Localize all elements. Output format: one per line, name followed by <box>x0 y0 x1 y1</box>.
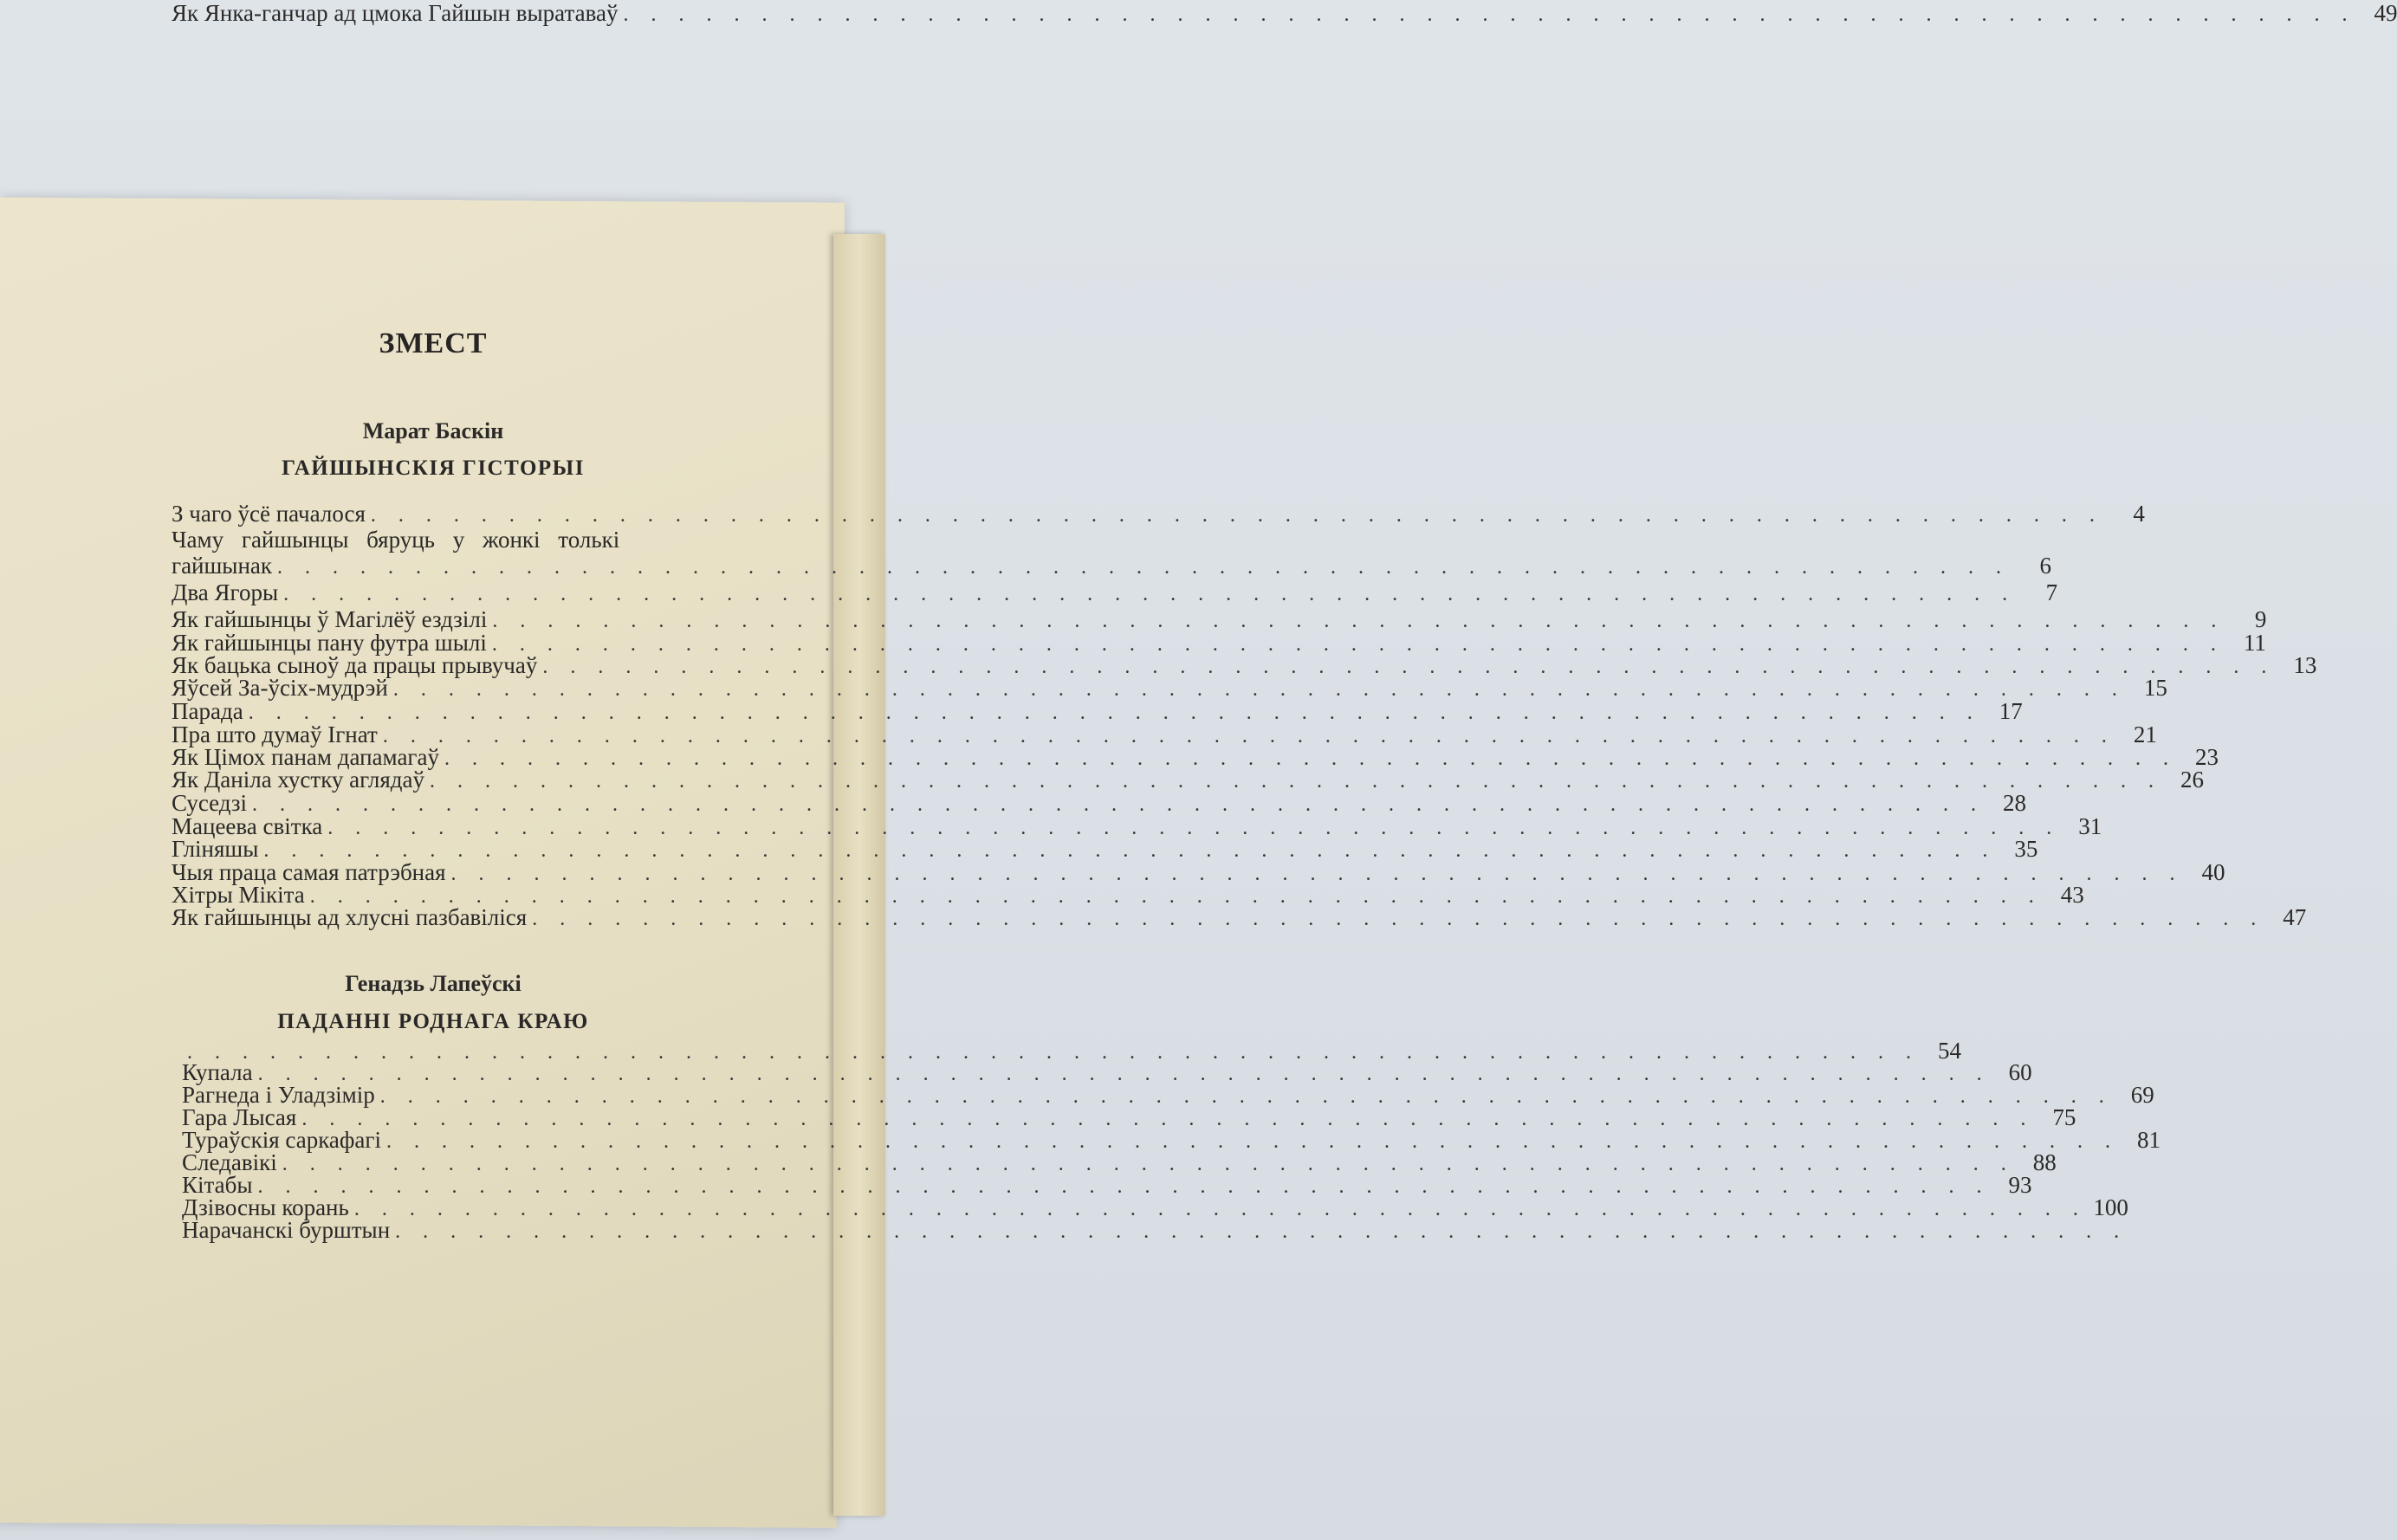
toc-page-number: 75 <box>2052 1104 2076 1130</box>
toc-page-number: 100 <box>2093 1194 2128 1220</box>
toc-page-number: 88 <box>2032 1149 2057 1175</box>
toc-page-number: 43 <box>2060 882 2084 908</box>
toc-leader-dots: . . . . . . . . . . . . . . . . . . . . . . . . . . . . . . . . . . . . . . . . . . . . . . . . . . . . . . . . . . . . . . . <box>283 583 2017 605</box>
toc-entry-title: Рагнеда і Уладзімір <box>182 1082 375 1108</box>
toc-page-number: 49 <box>2374 0 2397 26</box>
toc-entry-title: Як Даніла хустку аглядаў <box>172 767 424 793</box>
toc-page-number: 23 <box>2194 744 2219 770</box>
toc-entry-title: Гліняшы <box>172 836 259 862</box>
toc-entry-title: Як гайшынцы ад хлусні пазбавіліся <box>172 904 528 930</box>
toc-leader-dots: . . . . . . . . . . . . . . . . . . . . . . . . . . . . . . . . . . . . . . . . . . . . . . . . . . . . . . . . . . . . . . . <box>450 863 2184 885</box>
toc-leader-dots: . . . . . . . . . . . . . . . . . . . . . . . . . . . . . . . . . . . . . . . . . . . . . . . . . . . . . . . . . . . . . . . <box>532 908 2265 930</box>
toc-leader-dots: . . . . . . . . . . . . . . . . . . . . . . . . . . . . . . . . . . . . . . . . . . . . . . . . . . . . . . . . . . . . . . . <box>395 1220 2128 1243</box>
toc-page-number: 7 <box>2045 579 2058 605</box>
toc-leader-dots: . . . . . . . . . . . . . . . . . . . . . . . . . . . . . . . . . . . . . . . . . . . . . . . . . . . . . . . . . . . . . . . <box>542 656 2276 678</box>
toc-page-number: 81 <box>2136 1127 2161 1153</box>
toc-leader-dots: . . . . . . . . . . . . . . . . . . . . . . . . . . . . . . . . . . . . . . . . . . . . . . . . . . . . . . . . . . . . . . . <box>353 1198 2087 1220</box>
toc-leader-dots: . . . . . . . . . . . . . . . . . . . . . . . . . . . . . . . . . . . . . . . . . . . . . . . . . . . . . . . . . . . . . . . <box>309 885 2043 908</box>
toc-leader-dots: . . . . . . . . . . . . . . . . . . . . . . . . . . . . . . . . . . . . . . . . . . . . . . . . . . . . . . . . . . . . . . . <box>623 3 2356 26</box>
toc-leader-dots: . . . . . . . . . . . . . . . . . . . . . . . . . . . . . . . . . . . . . . . . . . . . . . . . . . . . . . . . . . . . . . . <box>382 725 2115 747</box>
toc-entry-title: Яўсей За-ўсіх-мудрэй <box>172 675 388 701</box>
toc-page-number: 17 <box>1999 698 2023 724</box>
toc-leader-dots: . . . . . . . . . . . . . . . . . . . . . . . . . . . . . . . . . . . . . . . . . . . . . . . . . . . . . . . . . . . . . . . <box>444 747 2177 770</box>
toc-entry[interactable] <box>172 553 2051 580</box>
toc-entry-title: Дзівосны корань <box>182 1194 349 1220</box>
toc-page-number: 28 <box>2003 790 2027 816</box>
toc-leader-dots: . . . . . . . . . . . . . . . . . . . . . . . . . . . . . . . . . . . . . . . . . . . . . . . . . . . . . . . . . . . . . . . <box>252 793 1986 816</box>
toc-entry-title: Нарачанскі бурштын <box>182 1217 391 1243</box>
toc-entry-title: Следавікі <box>182 1149 277 1175</box>
toc-leader-dots: . . . . . . . . . . . . . . . . . . . . . . . . . . . . . . . . . . . . . . . . . . . . . . . . . . . . . . . . . . . . . . . <box>491 633 2225 656</box>
toc-leader-dots: . . . . . . . . . . . . . . . . . . . . . . . . . . . . . . . . . . . . . . . . . . . . . . . . . . . . . . . . . . . . . . . <box>492 610 2225 632</box>
toc-entry-title: Тураўскія саркафагі <box>182 1127 381 1153</box>
toc-page-number: 11 <box>2243 630 2266 656</box>
toc-entry[interactable] <box>172 501 2145 528</box>
toc-entry[interactable] <box>172 579 2058 607</box>
toc-leader-dots: . . . . . . . . . . . . . . . . . . . . . . . . . . . . . . . . . . . . . . . . . . . . . . . . . . . . . . . . . . . . . . . <box>327 817 2061 839</box>
toc-leader-dots: . . . . . . . . . . . . . . . . . . . . . . . . . . . . . . . . . . . . . . . . . . . . . . . . . . . . . . . . . . . . . . . <box>370 504 2103 527</box>
toc-entry-title: Як гайшынцы пану футра шылі <box>172 630 487 656</box>
toc-page-number: 13 <box>2293 652 2317 678</box>
toc-entry-title-line <box>172 527 672 553</box>
toc-page-number: 40 <box>2201 859 2225 885</box>
toc-entry-title: гайшынак <box>172 553 272 579</box>
toc-entry-title: Хітры Мікіта <box>172 882 305 908</box>
toc-leader-dots: . . . . . . . . . . . . . . . . . . . . . . . . . . . . . . . . . . . . . . . . . . . . . . . . . . . . . . . . . . . . . . . <box>385 1130 2119 1153</box>
section-author: Марат Баскін <box>362 418 504 443</box>
toc-page-number: 54 <box>1938 1038 1961 1064</box>
toc-leader-dots: . . . . . . . . . . . . . . . . . . . . . . . . . . . . . . . . . . . . . . . . . . . . . . . . . . . . . . . . . . . . . . . <box>257 1063 1991 1085</box>
toc-entry-title: Як Янка-ганчар ад цмока Гайшын выратаваў <box>172 0 619 26</box>
toc-entry-title: Два Ягоры <box>172 579 279 605</box>
toc-entry-title-part: Чаму гайшынцы бяруць у жонкі толькі <box>172 527 620 553</box>
toc-entry-title: Суседзі <box>172 790 248 816</box>
toc-entry-title: Чыя праца самая патрэбная <box>172 859 446 885</box>
toc-entry-title: Як Цімох панам дапамагаў <box>172 744 439 770</box>
toc-entry-title: Гара Лысая <box>182 1104 297 1130</box>
toc-page-number: 31 <box>2078 813 2102 839</box>
toc-leader-dots: . . . . . . . . . . . . . . . . . . . . . . . . . . . . . . . . . . . . . . . . . . . . . . . . . . . . . . . . . . . . . . . <box>429 770 2162 793</box>
toc-page-number: 21 <box>2133 721 2157 747</box>
page-title: ЗМЕСТ <box>379 327 488 359</box>
toc-entry-title: Як бацька сыноў да працы прывучаў <box>172 652 538 678</box>
toc-entry-title: Мацеева світка <box>172 813 323 839</box>
toc-entry-title: З чаго ўсё пачалося <box>172 501 366 527</box>
toc-page-number: 60 <box>2008 1059 2032 1085</box>
toc-leader-dots: . . . . . . . . . . . . . . . . . . . . . . . . . . . . . . . . . . . . . . . . . . . . . . . . . . . . . . . . . . . . . . . <box>277 556 2010 579</box>
toc-entry-title: Кітабы <box>182 1172 253 1198</box>
toc-page-number: 9 <box>2254 606 2267 632</box>
section-author: Генадзь Лапеўскі <box>345 971 522 996</box>
toc-entry-title: Пра што думаў Ігнат <box>172 721 378 747</box>
toc-leader-dots: . . . . . . . . . . . . . . . . . . . . . . . . . . . . . . . . . . . . . . . . . . . . . . . . . . . . . . . . . . . . . . . <box>392 678 2126 701</box>
toc-entry-title: Як гайшынцы ў Магілёў ездзілі <box>172 606 488 632</box>
toc-leader-dots: . . . . . . . . . . . . . . . . . . . . . . . . . . . . . . . . . . . . . . . . . . . . . . . . . . . . . . . . . . . . . . . <box>379 1085 2113 1108</box>
section-book-title: ГАЙШЫНСКІЯ ГІСТОРЫІ <box>282 456 585 480</box>
toc-leader-dots: . . . . . . . . . . . . . . . . . . . . . . . . . . . . . . . . . . . . . . . . . . . . . . . . . . . . . . . . . . . . . . . <box>282 1153 2015 1175</box>
toc-entry[interactable] <box>172 0 2397 28</box>
toc-page-number: 47 <box>2283 904 2307 930</box>
toc-entry-title: Купала <box>182 1059 253 1085</box>
toc-leader-dots: . . . . . . . . . . . . . . . . . . . . . . . . . . . . . . . . . . . . . . . . . . . . . . . . . . . . . . . . . . . . . . . <box>187 1041 1920 1064</box>
toc-leader-dots: . . . . . . . . . . . . . . . . . . . . . . . . . . . . . . . . . . . . . . . . . . . . . . . . . . . . . . . . . . . . . . . <box>301 1108 2035 1130</box>
toc-page-number: 26 <box>2180 767 2204 793</box>
toc-page-number: 93 <box>2008 1172 2032 1198</box>
toc-page-number: 35 <box>2014 836 2038 862</box>
toc-leader-dots: . . . . . . . . . . . . . . . . . . . . . . . . . . . . . . . . . . . . . . . . . . . . . . . . . . . . . . . . . . . . . . . <box>263 839 1997 862</box>
toc-page-number: 69 <box>2130 1082 2154 1108</box>
toc-leader-dots: . . . . . . . . . . . . . . . . . . . . . . . . . . . . . . . . . . . . . . . . . . . . . . . . . . . . . . . . . . . . . . . <box>257 1175 1991 1198</box>
section-book-title: ПАДАННІ РОДНАГА КРАЮ <box>277 1010 589 1033</box>
toc-entry[interactable] <box>182 1217 2128 1245</box>
toc-leader-dots: . . . . . . . . . . . . . . . . . . . . . . . . . . . . . . . . . . . . . . . . . . . . . . . . . . . . . . . . . . . . . . . <box>248 702 1981 724</box>
toc-page-number: 15 <box>2143 675 2167 701</box>
toc-page-number: 4 <box>2133 501 2145 527</box>
toc-page-number: 6 <box>2039 553 2051 579</box>
toc-entry-title: Парада <box>172 698 243 724</box>
toc-entry[interactable] <box>172 904 2307 932</box>
